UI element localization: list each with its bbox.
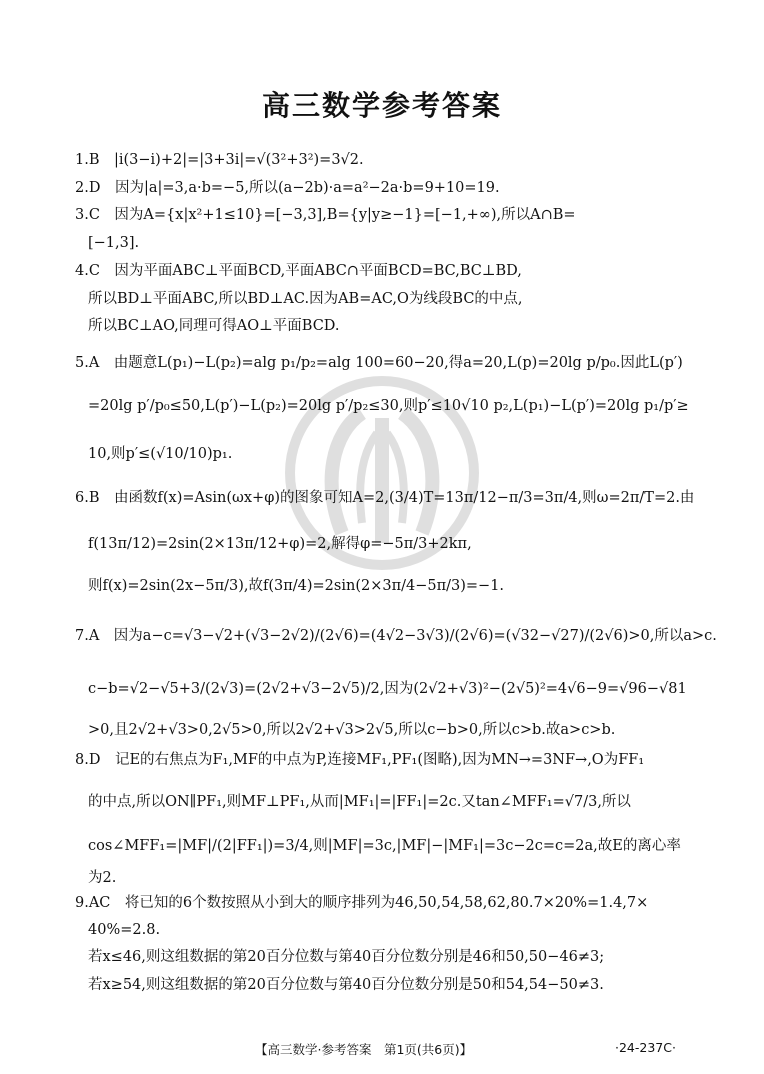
answer-line: c−b=√2−√5+3/(2√3)=(2√2+√3−2√5)/2,因为(2√2+√3)²−(2√5)²=4√6−9=√96−√81 [88, 681, 687, 697]
document-code: ·24-237C· [615, 1040, 676, 1055]
page-footer: 【高三数学·参考答案 第1页(共6页)】 [255, 1042, 473, 1057]
answer-line: 2.D 因为|a|=3,a·b=−5,所以(a−2b)·a=a²−2a·b=9+10=19. [75, 180, 500, 196]
answer-line: 3.C 因为A={x|x²+1≤10}=[−3,3],B={y|y≥−1}=[−1,+∞),所以A∩B= [75, 207, 576, 223]
answer-line: 所以BC⊥AO,同理可得AO⊥平面BCD. [88, 318, 340, 334]
answer-line: 1.B |i(3−i)+2|=|3+3i|=√(3²+3²)=3√2. [75, 152, 364, 168]
answer-line: =20lg p′/p₀≤50,L(p′)−L(p₂)=20lg p′/p₂≤30,则p′≤10√10 p₂,L(p₁)−L(p′)=20lg p₁/p′≥ [88, 398, 689, 414]
answer-line: 4.C 因为平面ABC⊥平面BCD,平面ABC∩平面BCD=BC,BC⊥BD, [75, 263, 522, 279]
answer-line: 的中点,所以ON∥PF₁,则MF⊥PF₁,从而|MF₁|=|FF₁|=2c.又tan∠MFF₁=√7/3,所以 [88, 794, 631, 810]
answer-line: 8.D 记E的右焦点为F₁,MF的中点为P,连接MF₁,PF₁(图略),因为MN→=3NF→,O为FF₁ [75, 752, 645, 768]
answer-line: 40%=2.8. [88, 922, 161, 938]
answer-line: 10,则p′≤(√10/10)p₁. [88, 446, 233, 462]
answer-line: [−1,3]. [88, 235, 140, 251]
answer-line: 6.B 由函数f(x)=Asin(ωx+φ)的图象可知A=2,(3/4)T=13π/12−π/3=3π/4,则ω=2π/T=2.由 [75, 490, 695, 506]
answer-line: >0,且2√2+√3>0,2√5>0,所以2√2+√3>2√5,所以c−b>0,所以c>b.故a>c>b. [88, 722, 616, 738]
answer-line: 则f(x)=2sin(2x−5π/3),故f(3π/4)=2sin(2×3π/4−5π/3)=−1. [88, 578, 505, 594]
answer-line: 9.AC 将已知的6个数按照从小到大的顺序排列为46,50,54,58,62,80.7×20%=1.4,7× [75, 895, 649, 911]
answer-line: 为2. [88, 870, 117, 886]
answer-line: 所以BD⊥平面ABC,所以BD⊥AC.因为AB=AC,O为线段BC的中点, [88, 291, 523, 307]
answer-line: f(13π/12)=2sin(2×13π/12+φ)=2,解得φ=−5π/3+2kπ, [88, 536, 472, 552]
answer-line: 5.A 由题意L(p₁)−L(p₂)=alg p₁/p₂=alg 100=60−20,得a=20,L(p)=20lg p/p₀.因此L(p′) [75, 355, 683, 371]
answer-line: 7.A 因为a−c=√3−√2+(√3−2√2)/(2√6)=(4√2−3√3)/(2√6)=(√32−√27)/(2√6)>0,所以a>c. [75, 628, 717, 644]
answer-line: cos∠MFF₁=|MF|/(2|FF₁|)=3/4,则|MF|=3c,|MF|−|MF₁|=3c−2c=c=2a,故E的离心率 [88, 838, 681, 854]
answer-line: 若x≤46,则这组数据的第20百分位数与第40百分位数分别是46和50,50−46≠3; [88, 949, 605, 965]
page-title: 高三数学参考答案 [261, 89, 502, 122]
answer-line: 若x≥54,则这组数据的第20百分位数与第40百分位数分别是50和54,54−50≠3. [88, 977, 604, 993]
